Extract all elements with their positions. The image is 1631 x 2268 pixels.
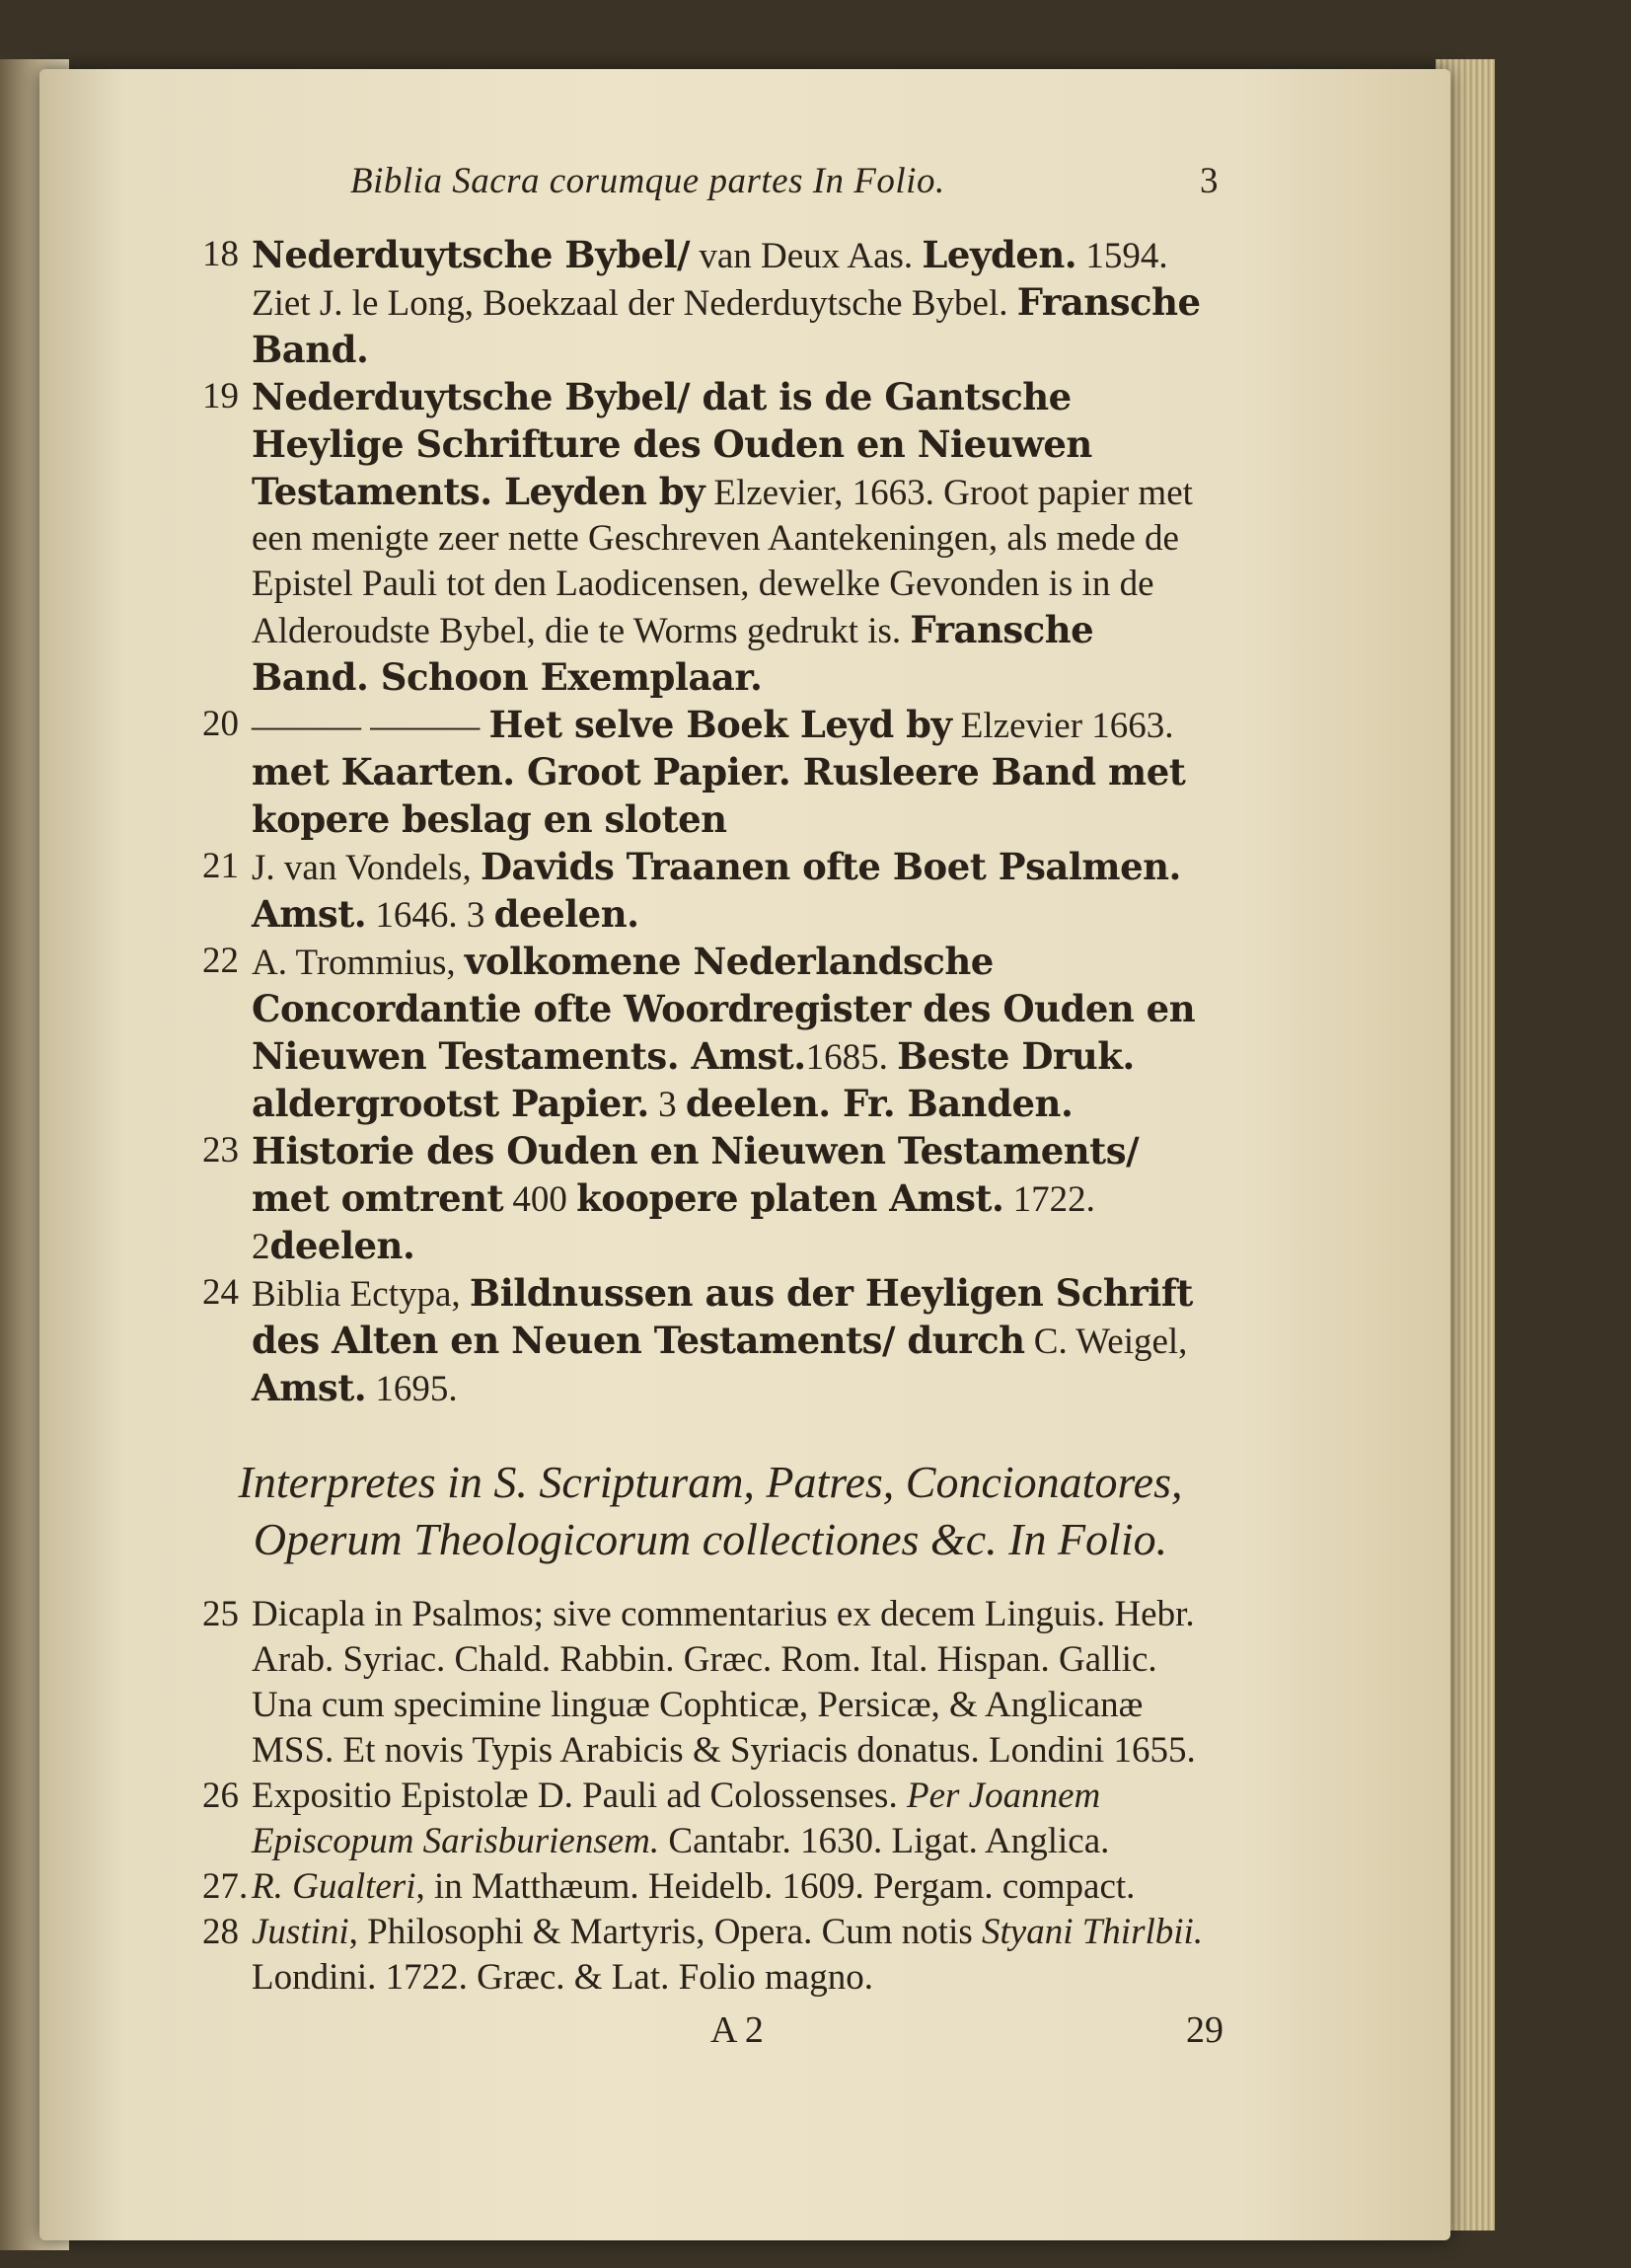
entry-text: deelen. [269,1224,415,1267]
entry-number: 22 [202,941,239,981]
entry-number: 21 [202,846,239,886]
entry-number: 25 [202,1594,239,1634]
catalogue-entry [202,232,1219,374]
entry-text: J. van Vondels, [252,848,481,888]
catalogue-entries [202,232,1219,2001]
entry-text: met Kaarten. Groot Papier. Rusleere Band met kopere beslag en sloten [252,750,1186,841]
entry-text: volkomene Nederlandsche Concordantie ofte Woordregister des Ouden en Nieuwen Testaments. Amst. [252,940,1196,1078]
entry-text: Cantabr. 1630. Ligat. Anglica. [659,1821,1110,1861]
entry-text: Het selve Boek Leyd by [488,703,952,746]
entry-text: Nederduytsche Bybel/ dat is de Gantsche Heylige Schrifture des Ouden en Nieuwen Testaments. Leyden by [252,375,1092,513]
entry-text: Bildnussen aus der Heyligen Schrift des Alten en Neuen Testaments/ durch [252,1271,1193,1362]
entry-text: Styani Thirlbii. [982,1912,1204,1952]
section-title: Interpretes in S. Scripturam, Patres, Concionatores, Operum Theologicorum collectiones &c. In Folio. [238,1457,1183,1564]
catchword: 29 [1186,2009,1223,2051]
entry-text: Expositio Epistolæ D. Pauli ad Colossenses. [252,1776,907,1816]
entry-text: Elzevier, 1663. Groot papier met een menigte zeer nette Geschreven Aantekeningen, als mede de Epistel Pauli tot den Laodicensen, dewelke Gevonden is in de Alderoudste Bybel, die te Worms gedrukt is. [252,473,1193,651]
entry-text: C. Weigel, [1024,1322,1188,1362]
entry-text: 1722. 2 [252,1179,1095,1267]
entry-text: 3 [648,1085,686,1125]
entry-number: 23 [202,1130,239,1171]
entry-number: 26 [202,1776,239,1816]
entry-number: 24 [202,1272,239,1313]
catalogue-entry [202,1910,1219,2001]
entry-number: 27. [202,1866,249,1907]
entry-text: Nederduytsche Bybel/ [252,233,691,276]
entry-text: 1695. [366,1369,458,1409]
catalogue-entry [202,702,1219,844]
entry-text: A. Trommius, [252,943,465,983]
entry-text: Per Joannem Episcopum Sarisburiensem. [252,1776,1101,1861]
entry-text: Davids Traanen ofte Boet Psalmen. Amst. [252,845,1181,936]
entry-text: Beste Druk. aldergrootst Papier. [252,1034,1135,1125]
entry-text: Dicapla in Psalmos; sive commentarius ex decem Linguis. Hebr. Arab. Syriac. Chald. Rabbin. Græc. Rom. Ital. Hispan. Gallic. Una cum specimine linguæ Cophticæ, Persicæ, & Anglicanæ MSS. Et novis Typis Arabicis & Syriacis donatus. Londini 1655. [252,1594,1196,1771]
entry-text: 400 [503,1179,577,1220]
entry-text: 1594. Ziet J. le Long, Boekzaal der Nederduytsche Bybel. [252,236,1168,324]
entry-number: 28 [202,1912,239,1952]
entry-text: Justini [252,1912,349,1952]
entry-text: Biblia Ectypa, [252,1274,470,1315]
entry-text: deelen. Fr. Banden. [685,1082,1074,1125]
entry-text: 1685. [805,1037,898,1078]
catalogue-entry [202,1864,1219,1910]
entries-interpretes [202,1592,1219,2001]
entry-text: ——— ——— [252,706,489,746]
catalogue-entry [202,374,1219,702]
entry-text: 1646. 3 [366,895,494,936]
catalogue-entry [202,939,1219,1128]
entry-text: Londini. 1722. Græc. & Lat. Folio magno. [252,1957,873,1998]
entry-text: Historie des Ouden en Nieuwen Testaments/ met omtrent [252,1129,1140,1220]
entry-text: , Philosophi & Martyris, Opera. Cum notis [348,1912,982,1952]
entry-text: R. Gualteri [252,1866,416,1907]
entry-text: Leyden. [922,233,1077,276]
entry-number: 18 [202,234,239,274]
entry-text: Amst. [252,1366,367,1409]
entry-number: 20 [202,704,239,744]
entry-text: koopere platen Amst. [576,1176,1004,1220]
running-header [350,160,1219,202]
entry-text: van Deux Aas. [690,236,923,276]
entry-number: 19 [202,376,239,416]
entry-text: Fransche Band. Schoon Exemplaar. [252,608,1094,699]
entry-text: Elzevier 1663. [951,706,1174,746]
page-number: 3 [1200,161,1219,201]
catalogue-entry [202,1128,1219,1270]
entry-text: Fransche Band. [252,280,1201,371]
catalogue-entry [202,1774,1219,1864]
entry-text: , in Matthæum. Heidelb. 1609. Pergam. compact. [415,1866,1136,1907]
signature-mark: A 2 [710,2009,764,2051]
entry-text: deelen. [493,892,639,936]
catalogue-entry [202,844,1219,939]
running-title: Biblia Sacra corumque partes In Folio. [350,161,945,201]
catalogue-entry [202,1270,1219,1412]
entries-dutch-bibles [202,232,1219,1412]
catalogue-entry [202,1592,1219,1774]
